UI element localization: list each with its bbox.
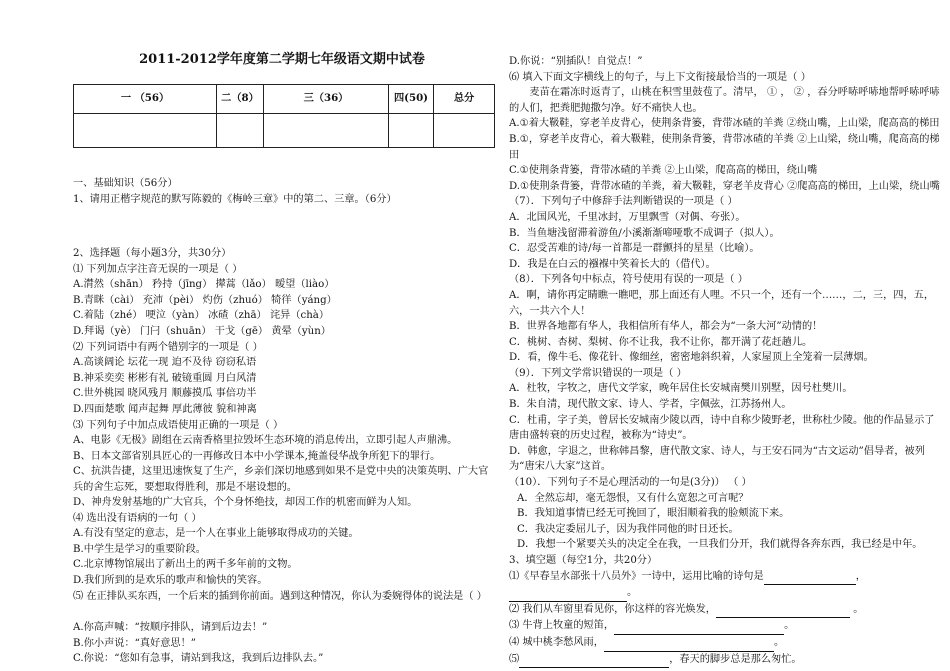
option-c: C．我决定委屈儿子，因为我伴同他的时日还长。 (517, 523, 739, 535)
option-d: D．我想一个紧要关头的决定全在我，一旦我们分开，我们就得各奔东西，我已经是中年。 (517, 539, 923, 551)
fill-5-blank[interactable] (519, 652, 669, 669)
score-header-4: 四(50) (389, 85, 434, 114)
score-cell-3[interactable] (264, 114, 389, 148)
option-c: C．桃树、杏树、梨树、你不让我，我不让你，都开满了花赶趟儿。 (509, 336, 813, 348)
option-b: B.你小声说：“真好意思！” (73, 637, 197, 649)
option-c: C．忍受苦难的诗/每一首都是一群颤抖的星星（比喻）。 (509, 243, 760, 255)
option-c: C.着陆（zhé） 哽泣（yàn） 冰碴（zhā） 诧异（chà） (73, 310, 330, 322)
question-2-3: ⑶ 下列句子中加点成语使用正确的一项是（ ） (73, 420, 284, 431)
q2-1-options (73, 277, 491, 339)
score-header-total: 总分 (434, 85, 495, 114)
option-a: A、电影《无极》剧组在云南香格里拉毁坏生态环境的消息传出，立即引起人声鼎沸。 (73, 435, 458, 446)
fill-2-blank[interactable] (716, 602, 850, 619)
option-a: A.有没有坚定的意志，是一个人在事业上能够取得成功的关键。 (73, 528, 359, 539)
question-2-5: ⑸ 在正排队买东西，一个后来的插到你前面。遇到这种情况，你认为委婉得体的说法是（ ） (73, 591, 487, 602)
fill-3-blank[interactable] (614, 618, 784, 635)
option-d: D、神舟发射基地的广大官兵，个个身怀绝技，却因工作的机密而鲜为人知。 (73, 497, 418, 509)
question-2-8: （8）．下列各句中标点，符号使用有误的一项是（ ） (509, 274, 748, 286)
option-a: A．北国风光，千里冰封，万里飘雪（对偶、夸张）。 (509, 211, 746, 223)
fill-1: ⑴《早春呈水部张十八员外》一诗中，运用比喻的诗句是 ， (509, 569, 941, 586)
fill-1-blank-a[interactable] (764, 569, 856, 586)
option-b: B.中学生是学习的重要阶段。 (73, 543, 206, 555)
option-a: A.高谈阔论 坛花一现 迫不及待 窃窃私语 (73, 357, 257, 368)
question-2-1: ⑴ 下列加点字注音无误的一项是（ ） (73, 264, 243, 275)
option-c: C.①使荆条背篓，背带冰碴的羊粪 ②上山梁，爬高高的梯田，绕山嘴 (509, 165, 818, 177)
option-d: D.拜谒（yè） 门闩（shuān） 干戈（gē） 黄晕（yùn） (73, 325, 331, 337)
right-column (509, 54, 941, 668)
question-2-heading: 2、选择题（每小题3分，共30分） (73, 248, 232, 259)
option-b: B．当鱼塘浅留滞着游鱼/小溪渐渐啼哑歌不成调子（拟人）。 (509, 227, 780, 239)
score-cell-total[interactable] (434, 114, 495, 148)
q2-6-passage: 麦苗在霜冻时返青了，山桃在积雪里鼓苞了。清早， ① ， ② ，吞分呼哧呼哧地帮呼哧呼哧的人们，把粪肥抛撒匀净。好不痛快人也。 (509, 87, 940, 114)
option-a: A．杜牧，字牧之，唐代文学家，晚年居住长安城南樊川别墅，因号杜樊川。 (509, 383, 853, 395)
score-cell-2[interactable] (217, 114, 264, 148)
fill-4: ⑷ 城中桃李愁风雨， 。 (509, 635, 941, 652)
option-a: A.你高声喊：“按顺序排队，请到后边去！” (73, 622, 268, 633)
option-a: A.①着大靸鞋，穿老羊皮背心，使荆条背篓，背带冰碴的羊粪 ②绕山嘴，上山梁，爬高高的梯田 (509, 118, 940, 130)
fill-3: ⑶ 牛背上牧童的短笛， 。 (509, 618, 941, 635)
fill-5-tail: ，春天的脚步总是那么匆忙。 (669, 653, 802, 665)
score-header-2: 二（8） (217, 85, 264, 114)
score-table (73, 84, 495, 148)
score-cell-4[interactable] (389, 114, 434, 148)
fill-3-text: ⑶ 牛背上牧童的短笛， (509, 620, 615, 632)
score-header-1: 一 （56） (74, 85, 217, 114)
page-title: 2011-2012学年度第二学期七年级语文期中试卷 (139, 52, 425, 67)
option-b: B、日本文部省别具匠心的一再修改日本中小学课本,掩盖侵华战争所犯下的罪行。 (73, 450, 441, 462)
option-b: B．朱自清，现代散文家、诗人、学者，字佩弦，江苏扬州人。 (509, 399, 792, 411)
score-cell-1[interactable] (74, 114, 217, 148)
option-b: B.①，穿老羊皮背心，着大靸鞋，使荆条背篓，背带冰碴的羊粪 ②上山梁，绕山嘴，爬高高的梯田 (509, 133, 940, 161)
q2-8-options (509, 288, 941, 366)
q2-10-options (509, 491, 941, 553)
option-c: C.世外桃园 晓风残月 顺藤摸瓜 事倍功半 (73, 388, 257, 400)
question-1: 1、请用正楷字规范的默写陈毅的《梅岭三章》中的第二、三章。（6分） (73, 194, 397, 205)
option-d: D．韩愈，字退之，世称韩昌黎，唐代散文家、诗人，与王安石同为“古文运动”倡导者，被列为“唐宋八大家”这首。 (509, 445, 925, 473)
fill-2: ⑵ 我们从车窗里看见你，你这样的容光焕发， 。 (509, 602, 941, 619)
q2-7-options (509, 210, 941, 272)
question-2-9: （9）．下列文学常识错误的一项是（ ） (509, 367, 687, 379)
option-b: B．世界各地都有华人，我相信所有华人，都会为“一条大河”动情的！ (509, 321, 823, 333)
option-d: D.我们所到的是欢乐的歌声和愉快的笑容。 (73, 574, 268, 586)
section-1-heading: 一、基础知识（56分） (73, 178, 178, 189)
option-b: B.青眯（cài） 充沛（pèi） 灼伤（zhuó） 犄徉（yáng） (73, 294, 337, 306)
option-d: D．看，像牛毛、像花针、像细丝，密密地斜织着，人家屋顶上全笼着一层薄烟。 (509, 352, 874, 364)
question-2-7: （7）．下列句子中修辞手法判断错误的一项是（ ） (509, 196, 738, 208)
option-a: A.潸然（shān） 矜持（jīng） 撵蒿（lǎo） 暧望（liào） (73, 279, 335, 290)
fill-2-text: ⑵ 我们从车窗里看见你，你这样的容光焕发， (509, 603, 716, 615)
option-c: C、抗洪告捷，这里迅速恢复了生产，乡亲们深切地感到如果不是党中央的决策英明、广大官兵的舍生忘死，要想取得胜利，那是不堪设想的。 (73, 466, 489, 493)
question-2-2: ⑵ 下列词语中有两个错别字的一项是（ ） (73, 342, 263, 353)
q2-5-option-d: D.你说：“别插队！自觉点！” (509, 56, 643, 67)
option-b: B.神采奕奕 彬彬有礼 破镜重圆 月白风清 (73, 372, 257, 384)
option-c: C．杜甫，字子美，曾居长安城南少陵以西，诗中自称少陵野老，世称杜少陵。他的作品显示了唐由盛转衰的历史过程，被称为“诗史”。 (509, 414, 935, 442)
question-2-10: （10）．下列句子不是心理活动的一句是(3分)） （ ） (509, 477, 752, 489)
fill-5 (509, 652, 941, 669)
option-a: A．啊，请你再定睛瞧一瞧吧，那上面还有人哩。不只一个，还有一个……，二，三，四，五，六，一共六个人！ (509, 289, 935, 317)
fill-1-cont: 。 (509, 585, 941, 602)
q2-5-options (73, 620, 491, 667)
fill-1-text: ⑴《早春呈水部张十八员外》一诗中，运用比喻的诗句是 (509, 570, 764, 582)
option-c: C.北京博物馆展出了新出土的两千多年前的文物。 (73, 559, 298, 571)
fill-4-blank[interactable] (604, 635, 774, 652)
option-d: D.①使荆条背篓，背带冰碴的羊粪，着大靸鞋，穿老羊皮背心 ②爬高高的梯田，上山梁，绕山嘴 (509, 180, 940, 192)
option-b: B．我知道事情已经无可挽回了，眼泪顺着我的脸颊流下来。 (517, 508, 790, 520)
q2-4-options (73, 526, 491, 588)
section-3-heading: 3、填空题（每空1分，共20分） (509, 555, 658, 566)
option-d: D.四面楚歌 闻声起舞 厚此薄彼 貌和神离 (73, 403, 257, 415)
fill-5-num: ⑸ (509, 653, 520, 665)
q2-2-options (73, 355, 491, 417)
option-c: C.你说：“您如有急事，请站到我这，我到后边排队去。” (73, 653, 324, 665)
option-d: D．我是在白云的襁褓中笑着长大的（借代）。 (509, 258, 716, 270)
fill-1-blank-b[interactable] (509, 585, 627, 602)
question-2-4: ⑷ 选出没有语病的一句（ ） (73, 513, 202, 524)
q2-3-options (73, 433, 491, 511)
option-a: A．全然忘却，毫无怨恨，又有什么宽恕之可言呢？ (517, 492, 749, 504)
q2-9-options (509, 381, 941, 475)
q2-6-options (509, 116, 941, 194)
fill-4-text: ⑷ 城中桃李愁风雨， (509, 636, 604, 648)
score-header-3: 三（36） (264, 85, 389, 114)
question-2-6: ⑹ 填入下面文字横线上的句子，与上下文衔接最恰当的一项是（ ） (509, 71, 811, 83)
